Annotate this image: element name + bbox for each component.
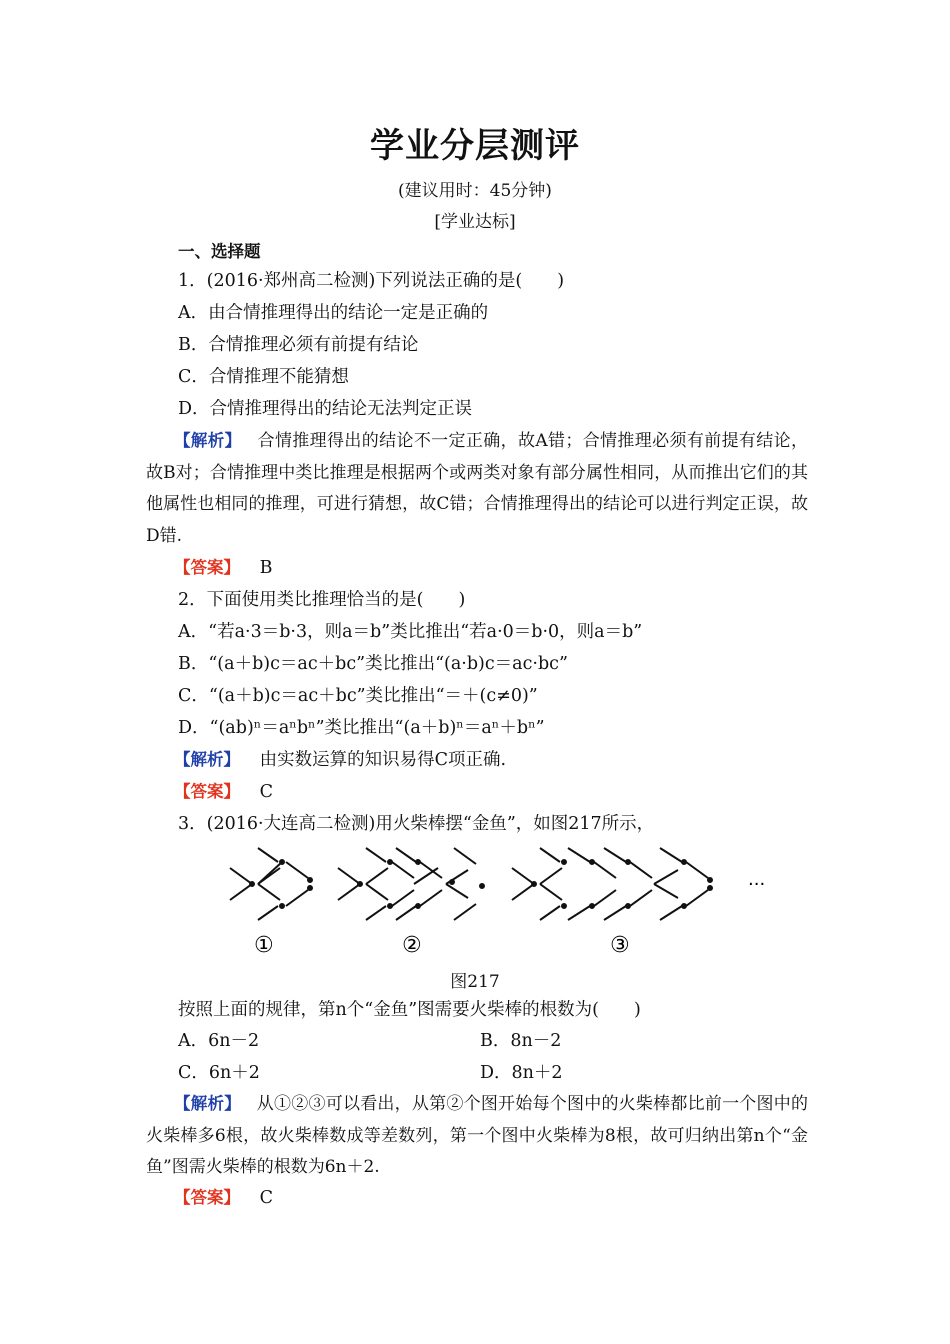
q1-option-a: A．由合情推理得出的结论一定是正确的 bbox=[178, 303, 489, 323]
q2-answer bbox=[174, 781, 273, 803]
goldfish-1 bbox=[230, 848, 312, 920]
figure-label-2: ② bbox=[402, 933, 422, 958]
q2-option-b: B．“(a＋b)c＝ac＋bc”类比推出“(a·b)c＝ac·bc” bbox=[178, 654, 568, 674]
q2-analysis-text: 由实数运算的知识易得C项正确. bbox=[259, 750, 507, 770]
figure-label-1: ① bbox=[254, 933, 274, 958]
q3-answer-value: C bbox=[259, 1188, 273, 1208]
goldfish-2 bbox=[338, 848, 484, 920]
q1-stem: 1．(2016·郑州高二检测)下列说法正确的是( ) bbox=[178, 271, 565, 291]
q2-analysis bbox=[174, 749, 506, 771]
answer-tag: 【答案】 bbox=[174, 558, 240, 577]
goldfish-figure bbox=[220, 842, 780, 962]
q1-analysis-text: 合情推理得出的结论不一定正确，故A错；合情推理必须有前提有结论，故B对；合情推理中类比推理是根据两个或两类对象有部分属性相同，从而推出它们的其他属性也相同的推理，可进行猜想，故C错；合情推理得出的结论可以进行判定正误，故D错. bbox=[146, 431, 809, 546]
page-title: 学业分层测评 bbox=[370, 126, 580, 166]
q3-option-a: A．6n－2 bbox=[178, 1031, 260, 1051]
q3-answer bbox=[174, 1187, 273, 1209]
section-label: [学业达标] bbox=[434, 212, 516, 232]
q2-option-d: D．“(ab)ⁿ＝aⁿbⁿ”类比推出“(a＋b)ⁿ＝aⁿ＋bⁿ” bbox=[178, 718, 545, 738]
q1-option-d: D．合情推理得出的结论无法判定正误 bbox=[178, 399, 473, 419]
q3-analysis-text: 从①②③可以看出，从第②个图开始每个图中的火柴棒都比前一个图中的火柴棒多6根，故火柴棒数成等差数列，第一个图中火柴棒为8根，故可归纳出第n个“金鱼”图需火柴棒的根数为6n＋2. bbox=[146, 1094, 809, 1177]
q3-analysis bbox=[146, 1088, 808, 1184]
figure-label-3: ③ bbox=[610, 933, 630, 958]
goldfish-3 bbox=[512, 848, 712, 920]
figure-caption: 图217 bbox=[450, 972, 500, 992]
q1-analysis bbox=[146, 425, 808, 552]
q2-option-c: C．“(a＋b)c＝ac＋bc”类比推出“＝＋(c≠0)” bbox=[178, 686, 538, 706]
q3-question: 按照上面的规律，第n个“金鱼”图需要火柴棒的根数为( ) bbox=[178, 1000, 641, 1020]
q3-option-b: B．8n－2 bbox=[480, 1031, 562, 1051]
q1-option-b: B．合情推理必须有前提有结论 bbox=[178, 335, 419, 355]
answer-tag: 【答案】 bbox=[174, 1188, 240, 1207]
analysis-tag: 【解析】 bbox=[174, 750, 240, 769]
goldfish-figure-lines bbox=[230, 848, 712, 920]
q3-option-d: D．8n＋2 bbox=[480, 1063, 563, 1083]
q1-answer bbox=[174, 557, 272, 579]
figure-ellipsis: ··· bbox=[748, 874, 766, 895]
q2-stem: 2．下面使用类比推理恰当的是( ) bbox=[178, 590, 466, 610]
answer-tag: 【答案】 bbox=[174, 782, 240, 801]
q1-option-c: C．合情推理不能猜想 bbox=[178, 367, 349, 387]
q3-stem: 3．(2016·大连高二检测)用火柴棒摆“金鱼”，如图217所示， bbox=[178, 814, 655, 834]
part-heading: 一、选择题 bbox=[178, 242, 261, 261]
analysis-tag: 【解析】 bbox=[174, 1094, 241, 1113]
analysis-tag: 【解析】 bbox=[174, 431, 242, 450]
q2-answer-value: C bbox=[259, 782, 273, 802]
time-note: (建议用时：45分钟) bbox=[398, 181, 552, 201]
q2-option-a: A．“若a·3＝b·3，则a＝b”类比推出“若a·0＝b·0，则a＝b” bbox=[178, 622, 643, 642]
q1-answer-value: B bbox=[259, 558, 273, 578]
q3-option-c: C．6n＋2 bbox=[178, 1063, 260, 1083]
